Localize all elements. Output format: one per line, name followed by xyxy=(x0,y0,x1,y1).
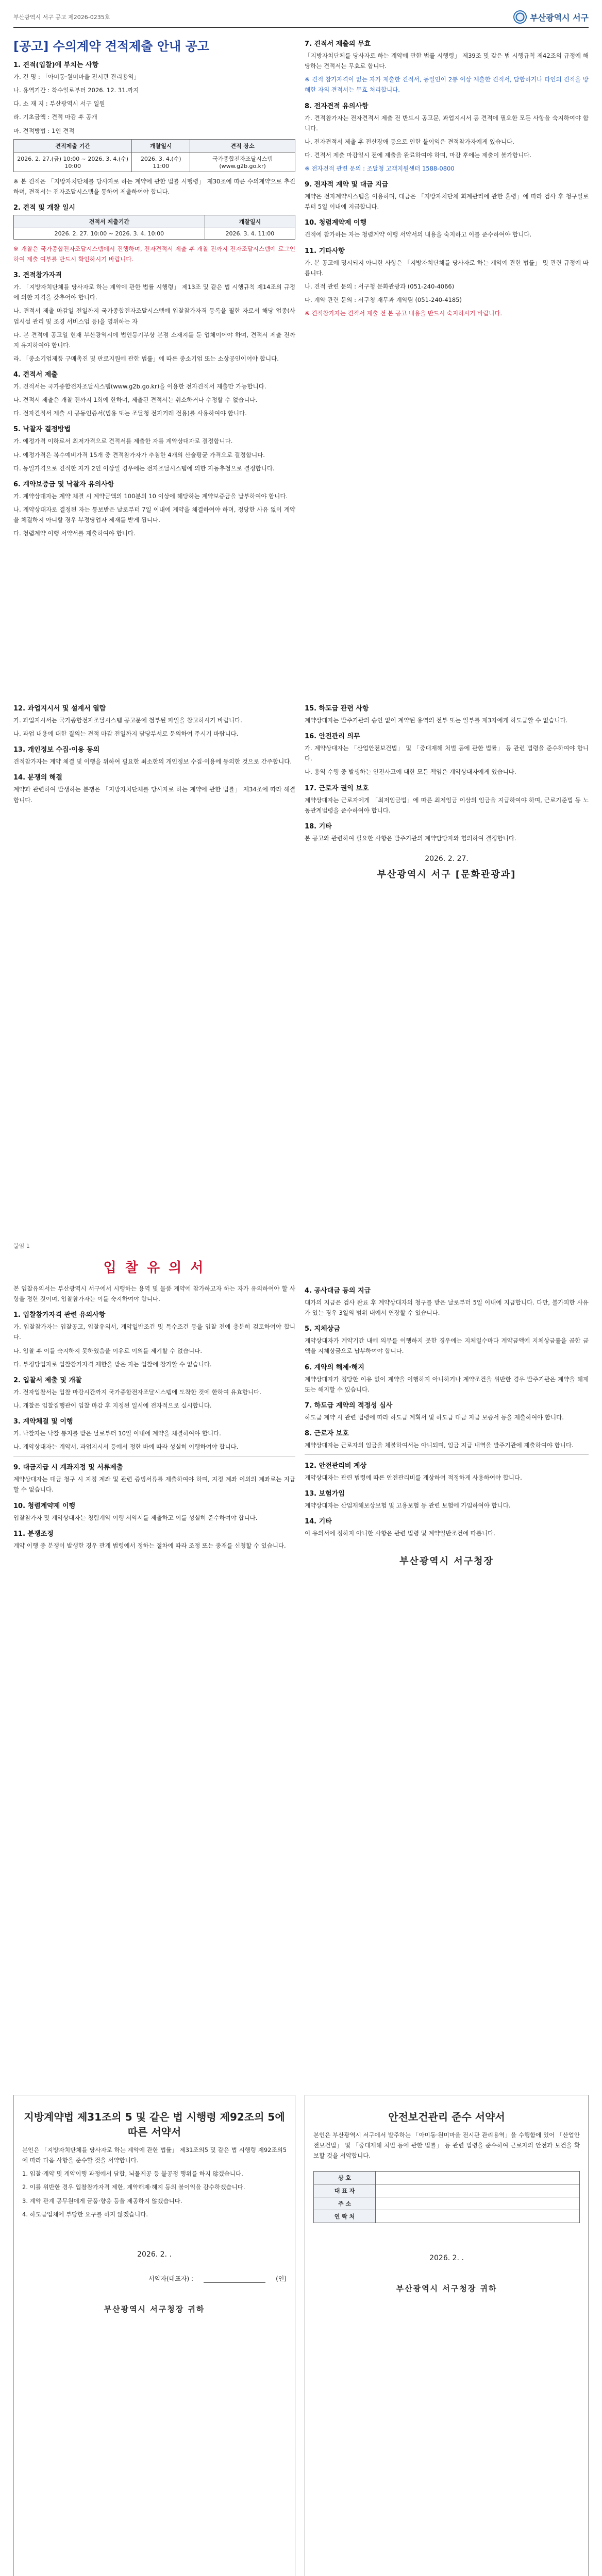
list-item: 나. 견적서 제출 마감일 전일까지 국가종합전자조달시스템에 입찰참가자격 등록을 필한 자로서 해당 업종(사업시설 관리 및 조경 서비스업 등)을 영위하는 자 xyxy=(13,307,296,325)
pledge-date: 2026. 2. . xyxy=(137,2250,172,2259)
list-item: 다. 계약 관련 문의 : 서구청 재무과 계약팀 (051-240-4185) xyxy=(305,296,462,303)
list-item: 나. 개찰은 입찰집행관이 입찰 마감 후 지정된 일시에 전자적으로 실시합니다. xyxy=(13,1401,212,1409)
body-text: 「지방자치단체를 당사자로 하는 계약에 관한 법률 시행령」 제39조 및 같은 법 시행규칙 제42조의 규정에 해당하는 견적서는 무효로 합니다. xyxy=(305,52,589,70)
representative-field[interactable] xyxy=(376,2184,580,2197)
table-header: 연 락 처 xyxy=(314,2210,376,2223)
section-heading: 3. 계약체결 및 이행 xyxy=(13,1418,73,1426)
list-item: 가. 전자입찰서는 입찰 마감시간까지 국가종합전자조달시스템에 도착한 것에 한하여 유효합니다. xyxy=(13,1388,261,1396)
page-header xyxy=(13,10,589,28)
pledge-title: 지방계약법 제31조의 5 및 같은 법 시행령 제92조의 5에 따른 서약서 xyxy=(24,2111,285,2138)
body-text: 계약과 관련하여 발생하는 분쟁은 「지방자치단체를 당사자로 하는 계약에 관한 법률」 제34조에 따라 해결합니다. xyxy=(13,786,296,804)
list-item: 가. 낙찰자는 낙찰 통지를 받은 날로부터 10일 이내에 계약을 체결하여야 합니다. xyxy=(13,1430,221,1437)
list-item: 가. 「지방자치단체를 당사자로 하는 계약에 관한 법률 시행령」 제13조 및 같은 법 시행규칙 제14조의 규정에 의한 자격을 갖추어야 합니다. xyxy=(13,283,296,301)
warning-text: ※ 개찰은 국가종합전자조달시스템에서 진행하며, 전자견적서 제출 후 개찰 전까지 전자조달시스템에 로그인하여 제출 여부를 반드시 확인하시기 바랍니다. xyxy=(13,245,296,263)
notice-signer: 부산광역시 서구 [문화관광과] xyxy=(377,869,516,880)
table-cell: 2026. 3. 4. 11:00 xyxy=(205,228,295,239)
list-item: 가. 과업지시서는 국가종합전자조달시스템 공고문에 첨부된 파일을 참고하시기 바랍니다. xyxy=(13,717,242,724)
section-heading: 5. 지체상금 xyxy=(305,1325,340,1333)
pledge-recipient: 부산광역시 서구청장 귀하 xyxy=(104,2304,205,2314)
section-heading: 4. 견적서 제출 xyxy=(13,371,58,379)
org-name: 부산광역시 서구 xyxy=(530,12,589,23)
table-header: 상 호 xyxy=(314,2172,376,2184)
org-brand xyxy=(513,10,589,24)
pledge-intro: 본인은 「지방자치단체를 당사자로 하는 계약에 관한 법률」 제31조의5 및 같은 법 시행령 제92조의5에 따라 다음 사항을 준수할 것을 서약합니다. xyxy=(22,2146,287,2164)
pledge-item: 1. 입찰·계약 및 계약이행 과정에서 담합, 뇌물제공 등 불공정 행위를 하지 않겠습니다. xyxy=(22,2170,243,2178)
company-info-table xyxy=(313,2171,580,2223)
list-item: 라. 기초금액 : 견적 마감 후 공개 xyxy=(13,113,97,121)
list-item: 가. 계약상대자는 「산업안전보건법」 및 「중대재해 처벌 등에 관한 법률」 등 관련 법령을 준수하여야 합니다. xyxy=(305,744,589,762)
list-item: 나. 입찰 후 이를 숙지하지 못하였음을 이유로 이의를 제기할 수 없습니다. xyxy=(13,1347,203,1354)
section-heading: 3. 견적참가자격 xyxy=(13,272,62,280)
schedule-table xyxy=(13,139,295,172)
safety-pledge-intro: 본인은 부산광역시 서구에서 발주하는 「아미동·원미마을 전시관 관리용역」을 수행함에 있어 「산업안전보건법」 및 「중대재해 처벌 등에 관한 법률」 등 관련 법령을 준수하여 근로자의 안전과 보건을 확보할 것을 서약합니다. xyxy=(313,2131,580,2160)
body-text: 계약상대자가 계약기간 내에 의무를 이행하지 못한 경우에는 지체일수마다 계약금액에 지체상금률을 곱한 금액을 지체상금으로 납부하여야 합니다. xyxy=(305,1337,589,1355)
table-header: 대 표 자 xyxy=(314,2184,376,2197)
safety-pledge-recipient: 부산광역시 서구청장 귀하 xyxy=(396,2284,497,2294)
list-item: 다. 소 재 지 : 부산광역시 서구 일원 xyxy=(13,100,105,108)
pledge-form xyxy=(13,2095,295,2576)
table-row xyxy=(314,2197,580,2210)
body-text: 이 유의서에 정하지 아니한 사항은 관련 법령 및 계약일반조건에 따릅니다. xyxy=(305,1530,495,1537)
section-heading: 9. 대금지급 시 계좌지정 및 서류제출 xyxy=(13,1464,123,1472)
warning-text: ※ 견적참가자는 견적서 제출 전 본 공고 내용을 반드시 숙지하시기 바랍니다. xyxy=(305,310,503,317)
list-item: 다. 견적서 제출 마감일시 전에 제출을 완료하여야 하며, 마감 후에는 제출이 불가합니다. xyxy=(305,151,532,159)
list-item: 나. 계약상대자는 계약서, 과업지시서 등에서 정한 바에 따라 성실히 이행하여야 합니다. xyxy=(13,1443,239,1451)
bid-guide-page xyxy=(4,1234,598,2079)
section-heading: 10. 청렴계약제 이행 xyxy=(305,219,367,227)
list-item: 나. 예정가격은 복수예비가격 15개 중 견적참가자가 추첨한 4개의 산술평균 가격으로 결정합니다. xyxy=(13,451,265,459)
section-heading: 16. 안전관리 의무 xyxy=(305,733,360,741)
section-heading: 10. 청렴계약제 이행 xyxy=(13,1502,75,1510)
section-heading: 12. 안전관리비 계상 xyxy=(305,1462,367,1470)
list-item: 나. 용역 수행 중 발생하는 안전사고에 대한 모든 책임은 계약상대자에게 있습니다. xyxy=(305,768,516,776)
table-cell: 2026. 2. 27.(금) 10:00 ~ 2026. 3. 4.(수) 10:00 xyxy=(14,152,132,172)
list-item: 다. 부정당업자로 입찰참가자격 제한을 받은 자는 입찰에 참가할 수 없습니다. xyxy=(13,1360,212,1368)
section-heading: 2. 입찰서 제출 및 개찰 xyxy=(13,1376,82,1384)
table-header: 견적 장소 xyxy=(190,139,295,152)
city-seal-icon xyxy=(513,10,527,24)
list-item: 다. 본 견적에 공고일 현재 부산광역시에 법인등기부상 본점 소재지를 둔 업체이어야 하며, 견적서 제출 전까지 유지하여야 합니다. xyxy=(13,331,296,349)
left-column xyxy=(13,1253,295,1567)
table-header: 견적서 제출기간 xyxy=(14,215,205,228)
highlight-text: ※ 견적 참가자격이 없는 자가 제출한 견적서, 동일인이 2통 이상 제출한 견적서, 담합하거나 타인의 견적을 방해한 자의 견적서는 무효 처리합니다. xyxy=(305,76,589,94)
section-heading: 7. 견적서 제출의 무효 xyxy=(305,40,371,48)
body-text: 하도급 계약 시 관련 법령에 따라 하도급 계획서 및 하도급 대금 지급 보증서 등을 제출하여야 합니다. xyxy=(305,1413,564,1421)
section-heading: 11. 기타사항 xyxy=(305,247,345,255)
body-text: 견적에 참가하는 자는 청렴계약 이행 서약서의 내용을 숙지하고 이를 준수하여야 합니다. xyxy=(305,231,532,239)
highlight-text: ※ 전자견적 관련 문의 : 조달청 고객지원센터 1588-0800 xyxy=(305,165,455,172)
section-heading: 8. 근로자 보호 xyxy=(305,1429,349,1437)
section-heading: 9. 전자적 계약 및 대금 지급 xyxy=(305,181,389,189)
table-header: 개찰일시 xyxy=(132,139,190,152)
table-row xyxy=(314,2210,580,2223)
section-heading: 5. 낙찰자 결정방법 xyxy=(13,426,71,434)
attachment-label: 붙임 1 xyxy=(13,1243,30,1249)
section-heading: 14. 기타 xyxy=(305,1518,332,1526)
notice-date: 2026. 2. 27. xyxy=(425,854,469,863)
list-item: 나. 계약상대자로 결정된 자는 통보받은 날로부터 7일 이내에 계약을 체결하여야 하며, 정당한 사유 없이 계약을 체결하지 아니할 경우 부정당업자 제재를 받게 됩니다. xyxy=(13,505,296,523)
body-text: 계약상대자는 근로자에게 「최저임금법」에 따른 최저임금 이상의 임금을 지급하여야 하며, 근로기준법 등 노동관계법령을 준수하여야 합니다. xyxy=(305,796,589,814)
seal-mark: (인) xyxy=(276,2275,287,2282)
section-heading: 7. 하도급 계약의 적정성 심사 xyxy=(305,1401,393,1410)
notice-number: 부산광역시 서구 공고 제2026-0235호 xyxy=(13,14,110,21)
pledge-item: 2. 이를 위반한 경우 입찰참가자격 제한, 계약해제·해지 등의 불이익을 감수하겠습니다. xyxy=(22,2183,245,2191)
table-row xyxy=(314,2172,580,2184)
table-header: 개찰일시 xyxy=(205,215,295,228)
pledge-item: 3. 계약 관계 공무원에게 금품·향응 등을 제공하지 않겠습니다. xyxy=(22,2197,182,2205)
list-item: 라. 「중소기업제품 구매촉진 및 판로지원에 관한 법률」에 따른 중소기업 또는 소상공인이어야 합니다. xyxy=(13,354,279,362)
right-column xyxy=(305,698,589,880)
right-column xyxy=(305,1253,589,1567)
notice-page-2 xyxy=(4,690,598,1226)
section-heading: 12. 과업지시서 및 설계서 열람 xyxy=(13,705,106,713)
list-item: 가. 입찰참가자는 입찰공고, 입찰유의서, 계약일반조건 및 특수조건 등을 입찰 전에 충분히 검토하여야 합니다. xyxy=(13,1323,296,1341)
list-item: 가. 견적참가자는 전자견적서 제출 전 반드시 공고문, 과업지시서 등 견적에 필요한 모든 사항을 숙지하여야 합니다. xyxy=(305,114,589,132)
list-item: 가. 계약상대자는 계약 체결 시 계약금액의 100분의 10 이상에 해당하는 계약보증금을 납부하여야 합니다. xyxy=(13,492,288,500)
list-item: 나. 견적 관련 문의 : 서구청 문화관광과 (051-240-4066) xyxy=(305,282,455,290)
contact-field[interactable] xyxy=(376,2210,580,2223)
divider xyxy=(305,1454,589,1455)
body-text: 대가의 지급은 검사 완료 후 계약상대자의 청구를 받은 날로부터 5일 이내에 지급합니다. 다만, 불가피한 사유가 있는 경우 3일의 범위 내에서 연장할 수 있습니다. xyxy=(305,1299,589,1317)
section-heading: 14. 분쟁의 해결 xyxy=(13,774,62,782)
table-row xyxy=(14,228,295,239)
intro-text: 본 입찰유의서는 부산광역시 서구에서 시행하는 용역 및 물품 계약에 참가하고자 하는 자가 유의하여야 할 사항을 정한 것이며, 입찰참가자는 이를 숙지하여야 합니다. xyxy=(13,1285,296,1303)
section-heading: 13. 보험가입 xyxy=(305,1490,345,1498)
list-item: 가. 예정가격 이하로서 최저가격으로 견적서를 제출한 자를 계약상대자로 결정합니다. xyxy=(13,437,233,445)
list-item: 나. 과업 내용에 대한 질의는 견적 마감 전일까지 담당부서로 문의하여 주시기 바랍니다. xyxy=(13,730,239,738)
pledge-page xyxy=(4,2088,598,2576)
note-text: ※ 본 견적은 「지방자치단체를 당사자로 하는 계약에 관한 법률 시행령」 제30조에 따른 수의계약으로 추진하며, 견적서는 전자조달시스템을 통하여 제출하여야 합니다. xyxy=(13,177,296,195)
notice-page-1 xyxy=(4,3,598,682)
body-text: 계약 이행 중 분쟁이 발생한 경우 관계 법령에서 정하는 절차에 따라 조정 또는 중재를 신청할 수 있습니다. xyxy=(13,1541,286,1549)
body-text: 계약은 전자계약시스템을 이용하며, 대금은 「지방자치단체 회계관리에 관한 훈령」에 따라 검사 후 청구일로부터 5일 이내에 지급합니다. xyxy=(305,193,589,211)
section-heading: 4. 공사대금 등의 지급 xyxy=(305,1287,371,1295)
table-cell: 2026. 2. 27. 10:00 ~ 2026. 3. 4. 10:00 xyxy=(14,228,205,239)
section-heading: 11. 분쟁조정 xyxy=(13,1530,54,1538)
body-text: 계약상대자는 산업재해보상보험 및 고용보험 등 관련 보험에 가입하여야 합니다. xyxy=(305,1502,511,1510)
body-text: 계약상대자는 관련 법령에 따른 안전관리비를 계상하여 적정하게 사용하여야 합니다. xyxy=(305,1474,522,1481)
signature-row xyxy=(22,2274,287,2283)
safety-pledge-title: 안전보건관리 준수 서약서 xyxy=(388,2111,505,2123)
table-cell: 국가종합전자조달시스템 (www.g2b.go.kr) xyxy=(190,152,295,172)
right-column xyxy=(305,33,589,541)
safety-pledge-form xyxy=(305,2095,589,2576)
guide-signer: 부산광역시 서구청장 xyxy=(399,1556,494,1567)
signer-label: 서약자(대표자) : xyxy=(148,2275,194,2282)
list-item: 가. 견적서는 국가종합전자조달시스템(www.g2b.go.kr)을 이용한 전자견적서 제출만 가능합니다. xyxy=(13,383,266,390)
list-item: 나. 용역기간 : 착수일로부터 2026. 12. 31.까지 xyxy=(13,87,139,94)
table-row xyxy=(14,152,295,172)
left-column xyxy=(13,33,295,541)
body-text: 본 공고와 관련하여 필요한 사항은 발주기관의 계약담당자와 협의하여 결정합니다. xyxy=(305,834,516,842)
section-heading: 1. 견적(입찰)에 부치는 사항 xyxy=(13,61,99,69)
section-heading: 8. 전자견적 유의사항 xyxy=(305,102,369,110)
address-field[interactable] xyxy=(376,2197,580,2210)
table-row xyxy=(314,2184,580,2197)
table-header: 주 소 xyxy=(314,2197,376,2210)
section-heading: 17. 근로자 권익 보호 xyxy=(305,784,369,792)
company-name-field[interactable] xyxy=(376,2172,580,2184)
list-item: 다. 동일가격으로 견적한 자가 2인 이상일 경우에는 전자조달시스템에 의한 자동추첨으로 결정합니다. xyxy=(13,464,275,472)
section-heading: 13. 개인정보 수집·이용 동의 xyxy=(13,746,100,754)
page-title: [공고] 수의계약 견적제출 안내 공고 xyxy=(13,39,209,54)
section-heading: 2. 견적 및 개찰 일시 xyxy=(13,204,75,212)
pledge-item: 4. 하도급업체에 부당한 요구를 하지 않겠습니다. xyxy=(22,2210,148,2218)
list-item: 나. 견적서 제출은 개찰 전까지 1회에 한하며, 제출된 견적서는 취소하거나 수정할 수 없습니다. xyxy=(13,396,258,404)
signature-field[interactable] xyxy=(204,2274,265,2283)
section-heading: 1. 입찰참가자격 관련 유의사항 xyxy=(13,1311,106,1319)
section-heading: 6. 계약의 해제·해지 xyxy=(305,1363,364,1371)
body-text: 계약상대자가 정당한 이유 없이 계약을 이행하지 아니하거나 계약조건을 위반한 경우 발주기관은 계약을 해제 또는 해지할 수 있습니다. xyxy=(305,1375,589,1393)
list-item: 다. 청렴계약 이행 서약서를 제출하여야 합니다. xyxy=(13,530,136,537)
table-header: 견적제출 기간 xyxy=(14,139,132,152)
section-heading: 15. 하도급 관련 사항 xyxy=(305,705,369,713)
list-item: 다. 전자견적서 제출 시 공동인증서(범용 또는 조달청 전자거래 전용)를 사용하여야 합니다. xyxy=(13,410,247,417)
table-cell: 2026. 3. 4.(수) 11:00 xyxy=(132,152,190,172)
bid-date-table xyxy=(13,215,295,240)
list-item: 나. 전자견적서 제출 후 전산장애 등으로 인한 불이익은 견적참가자에게 있습니다. xyxy=(305,138,514,145)
list-item: 가. 본 공고에 명시되지 아니한 사항은 「지방자치단체를 당사자로 하는 계약에 관한 법률」 및 관련 규정에 따릅니다. xyxy=(305,259,589,277)
list-item: 가. 건 명 : 「아미동·원미마을 전시관 관리용역」 xyxy=(13,73,140,80)
body-text: 견적참가자는 계약 체결 및 이행을 위하여 필요한 최소한의 개인정보 수집·이용에 동의한 것으로 간주합니다. xyxy=(13,758,292,766)
section-heading: 18. 기타 xyxy=(305,822,332,831)
body-text: 계약상대자는 대금 청구 시 지정 계좌 및 관련 증빙서류를 제출하여야 하며, 지정 계좌 이외의 계좌로는 지급할 수 없습니다. xyxy=(13,1476,296,1494)
body-text: 계약상대자는 근로자의 임금을 체불하여서는 아니되며, 임금 지급 내역을 발주기관에 제출하여야 합니다. xyxy=(305,1441,574,1449)
safety-pledge-date: 2026. 2. . xyxy=(429,2254,464,2263)
list-item: 마. 견적방법 : 1인 견적 xyxy=(13,127,75,134)
body-text: 입찰참가자 및 계약상대자는 청렴계약 이행 서약서를 제출하고 이를 성실히 준수하여야 합니다. xyxy=(13,1514,258,1521)
page-title: 입 찰 유 의 서 xyxy=(103,1260,206,1276)
body-text: 계약상대자는 발주기관의 승인 없이 계약된 용역의 전부 또는 일부를 제3자에게 하도급할 수 없습니다. xyxy=(305,717,568,724)
section-heading: 6. 계약보증금 및 낙찰자 유의사항 xyxy=(13,480,114,488)
left-column xyxy=(13,698,295,880)
